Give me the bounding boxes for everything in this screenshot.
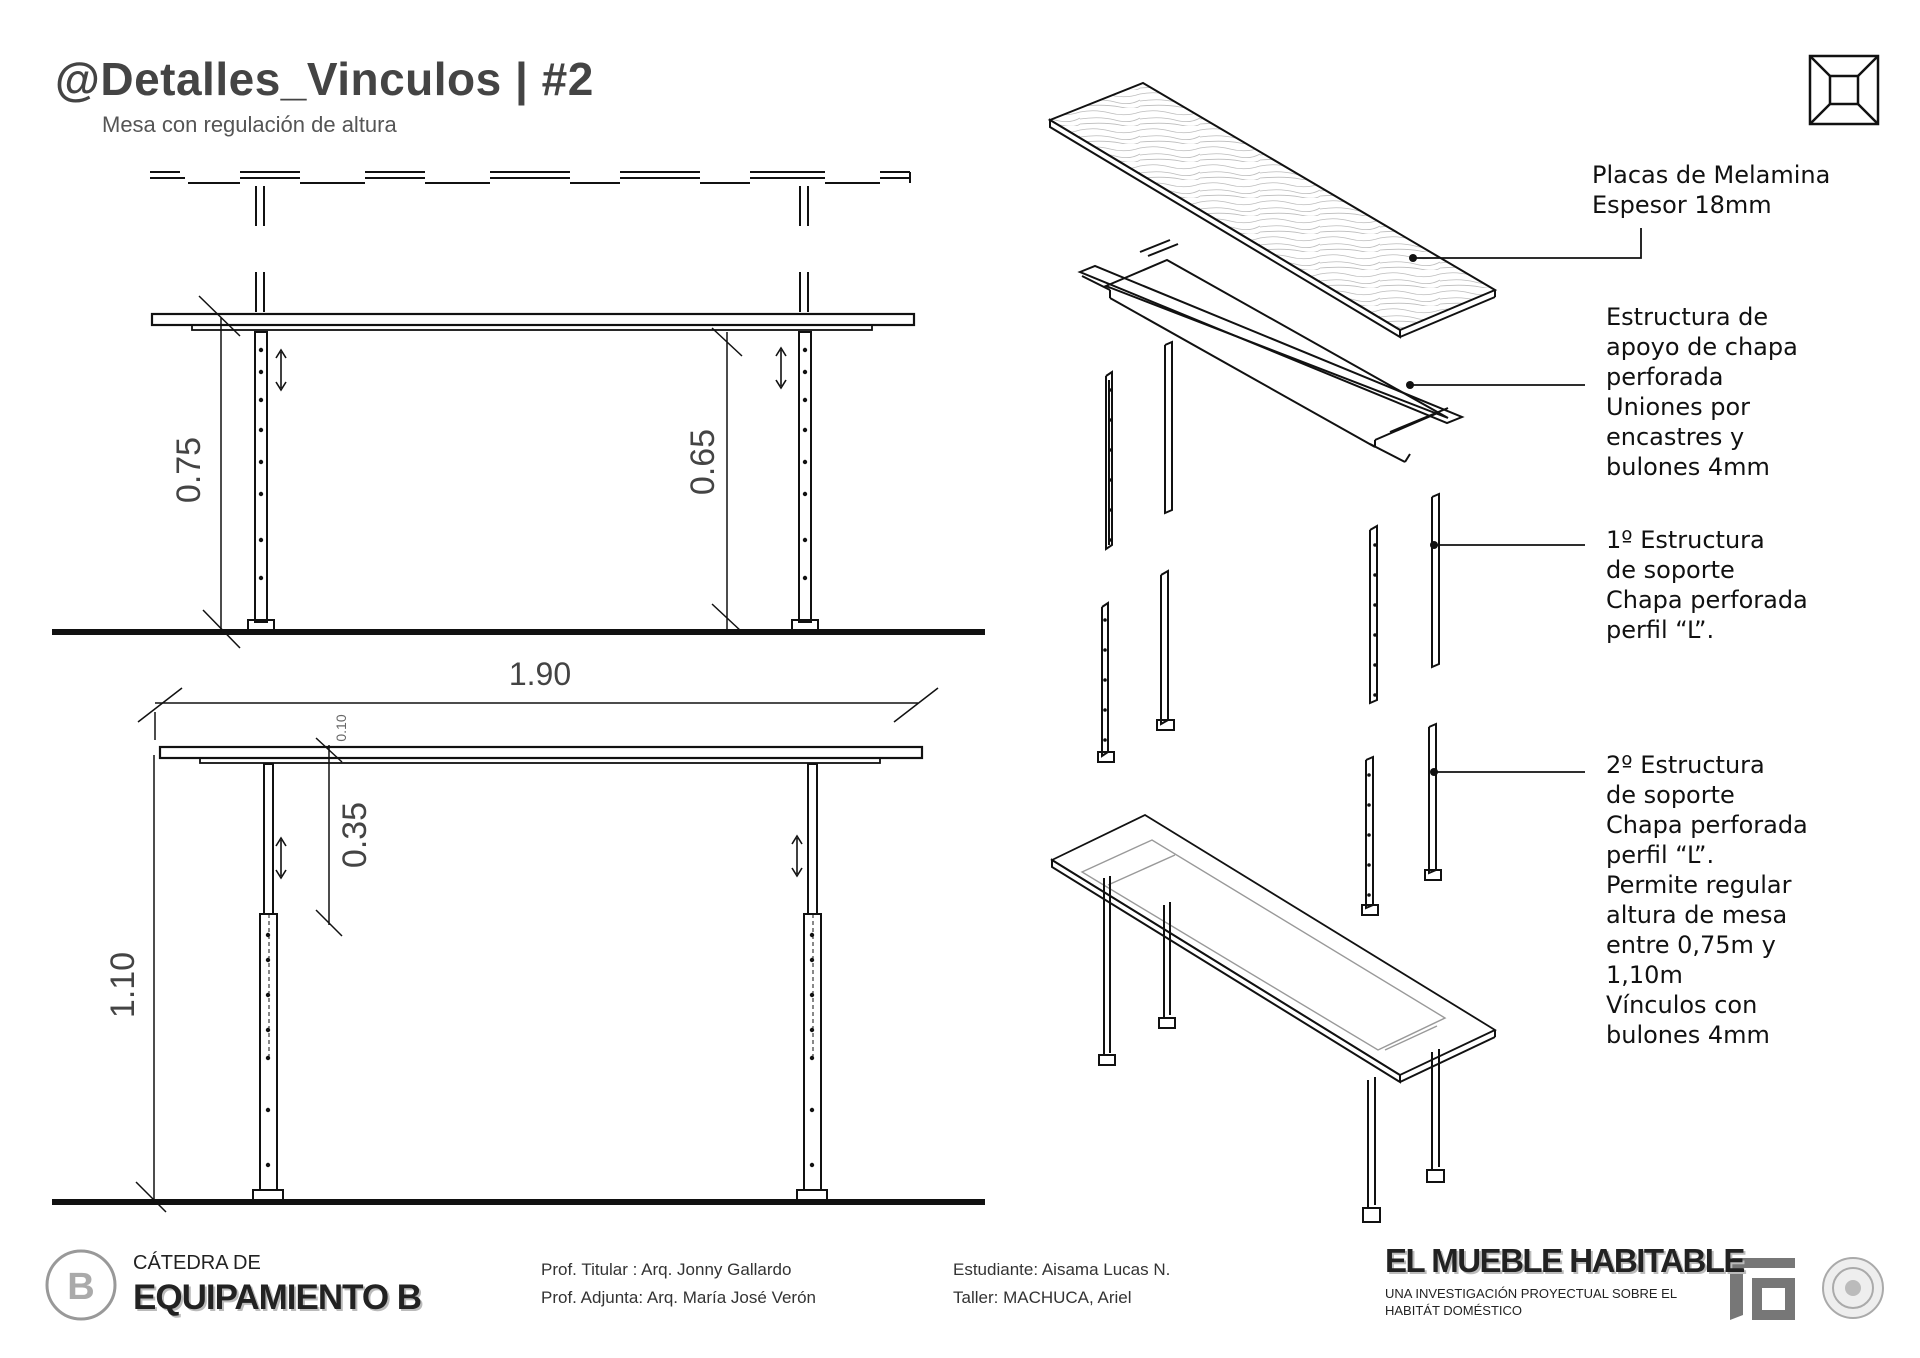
project-title: EL MUEBLE HABITABLE: [1385, 1242, 1744, 1279]
elevation-bottom: [52, 688, 985, 1212]
support-profiles-2: [1098, 571, 1441, 915]
footer-catedra-name: EQUIPAMIENTO B: [133, 1278, 422, 1317]
dim-height-065: 0.65: [684, 428, 722, 496]
footer-prof-titular: Prof. Titular : Arq. Jonny Gallardo: [541, 1260, 792, 1279]
dim-offset-035: 0.35: [336, 801, 374, 869]
assembled-table: [1052, 815, 1495, 1222]
adjust-arrow-icon: [276, 348, 786, 390]
university-seal-icon: [1823, 1258, 1883, 1318]
dim-width-190: 1.90: [508, 656, 572, 692]
project-subtitle-line2: HABITÁT DOMÉSTICO: [1385, 1303, 1522, 1318]
elevation-top: [52, 172, 985, 648]
exploded-view: [1050, 83, 1641, 1222]
cube-logo-icon: [1810, 56, 1878, 124]
page-subtitle: Mesa con regulación de altura: [102, 112, 397, 137]
label-first-support: 1º Estructura de soporte Chapa perforada perfil “L”.: [1606, 526, 1808, 644]
dim-height-075: 0.75: [170, 436, 208, 504]
label-second-support: 2º Estructura de soporte Chapa perforada perfil “L”. Permite regular altura de mesa entre 0,75m y 1,10m Vínculos con bulones 4mm: [1606, 751, 1808, 1049]
page-title: @Detalles_Vinculos | #2: [55, 53, 594, 105]
label-support-structure: Estructura de apoyo de chapa perforada Uniones por encastres y bulones 4mm: [1606, 303, 1798, 481]
project-subtitle-line1: UNA INVESTIGACIÓN PROYECTUAL SOBRE EL: [1385, 1286, 1678, 1301]
svg-text:B: B: [67, 1266, 95, 1308]
dim-small-010: 0.10: [333, 714, 349, 742]
footer-estudiante: Estudiante: Aisama Lucas N.: [953, 1260, 1171, 1279]
footer-catedra-label: CÁTEDRA DE: [133, 1252, 261, 1274]
label-melamine-boards: Placas de Melamina Espesor 18mm: [1592, 161, 1831, 219]
footer-prof-adjunta: Prof. Adjunta: Arq. María José Verón: [541, 1288, 816, 1307]
footer-taller: Taller: MACHUCA, Ariel: [953, 1288, 1132, 1307]
dim-height-110: 1.10: [104, 951, 142, 1019]
catedra-b-logo-icon: [47, 1251, 115, 1319]
raised-top-dashed: [150, 172, 910, 183]
